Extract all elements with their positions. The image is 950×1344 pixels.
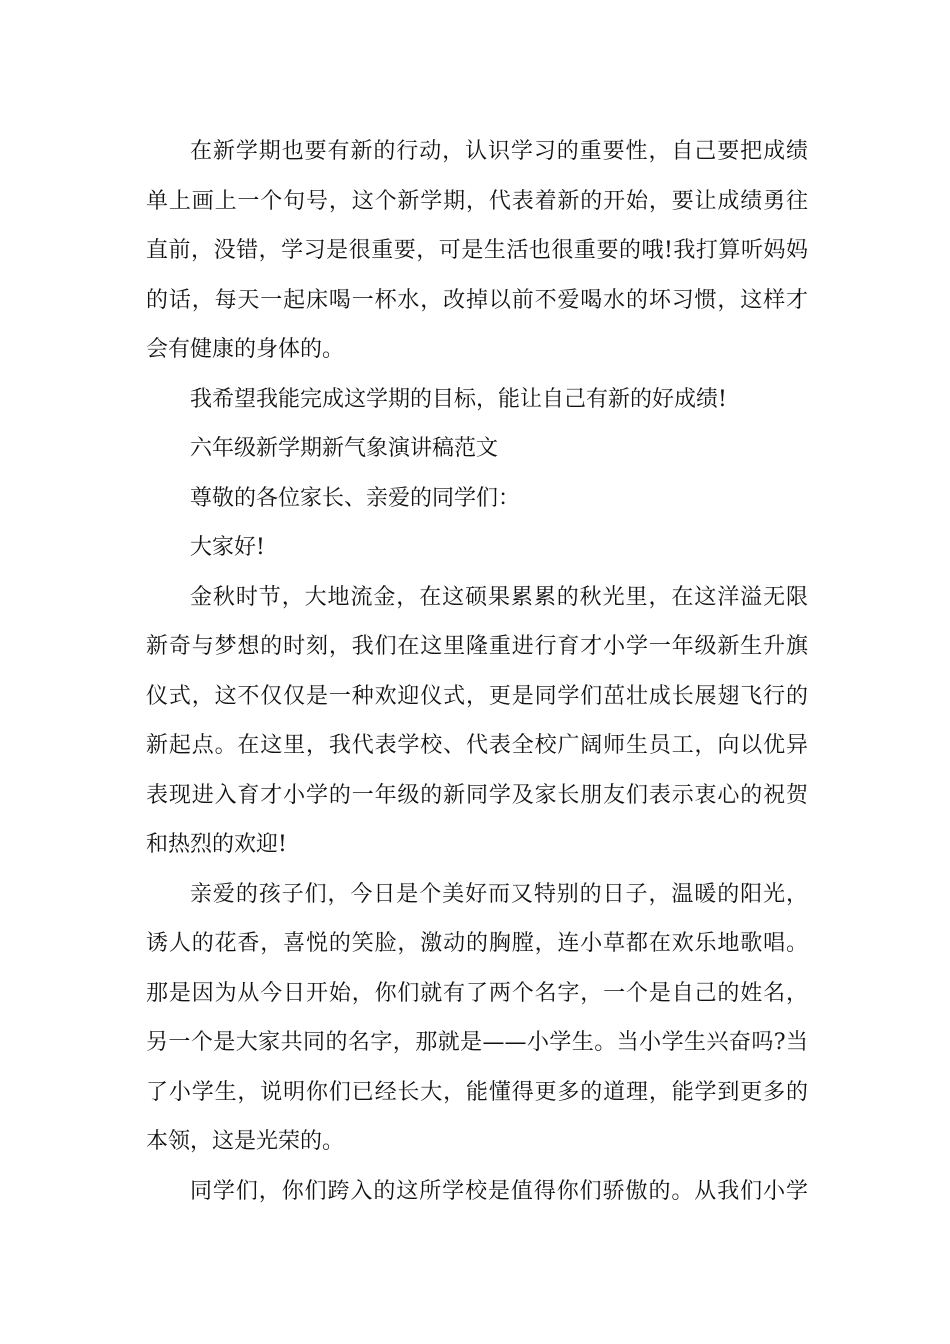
text-line: 另一个是大家共同的名字，那就是——小学生。当小学生兴奋吗?当: [146, 1030, 808, 1055]
text-line: 在新学期也要有新的行动，认识学习的重要性，自己要把成绩: [190, 139, 808, 164]
text-line: 了小学生，说明你们已经长大，能懂得更多的道理，能学到更多的: [146, 1079, 808, 1105]
paragraph: [146, 573, 808, 870]
paragraph: [146, 523, 808, 573]
paragraph: [146, 870, 808, 1167]
text-line: 单上画上一个句号，这个新学期，代表着新的开始，要让成绩勇往: [146, 188, 808, 214]
text-line: 本领，这是光荣的。: [146, 1129, 345, 1154]
text-line: 我希望我能完成这学期的目标，能让自己有新的好成绩!: [190, 386, 727, 412]
text-line: 诱人的花香，喜悦的笑脸，激动的胸膛，连小草都在欢乐地歌唱。: [146, 931, 808, 956]
text-line: 会有健康的身体的。: [146, 337, 345, 362]
paragraph: [146, 424, 808, 474]
text-line: 表现进入育才小学的一年级的新同学及家长朋友们表示衷心的祝贺: [146, 782, 808, 808]
paragraph: [146, 375, 808, 425]
text-line: 直前，没错，学习是很重要，可是生活也很重要的哦!我打算听妈妈: [146, 238, 808, 263]
text-line: 同学们，你们跨入的这所学校是值得你们骄傲的。从我们小学: [190, 1178, 808, 1204]
paragraph: [146, 127, 808, 375]
text-line: 新奇与梦想的时刻，我们在这里隆重进行育才小学一年级新生升旗: [146, 634, 808, 659]
paragraph: [146, 474, 808, 524]
text-line: 那是因为从今日开始，你们就有了两个名字，一个是自己的姓名，: [146, 980, 808, 1006]
text-line: 和热烈的欢迎!: [146, 832, 287, 857]
text-line: 的话，每天一起床喝一杯水，改掉以前不爱喝水的坏习惯，这样才: [146, 287, 808, 313]
paragraph: [146, 1167, 808, 1217]
text-line: 亲爱的孩子们，今日是个美好而又特别的日子，温暖的阳光，: [190, 881, 808, 907]
text-line: 新起点。在这里，我代表学校、代表全校广阔师生员工，向以优异: [146, 733, 808, 758]
text-line: 六年级新学期新气象演讲稿范文: [190, 436, 499, 461]
text-line: 尊敬的各位家长、亲爱的同学们：: [190, 485, 521, 511]
text-line: 金秋时节，大地流金，在这硕果累累的秋光里，在这洋溢无限: [190, 584, 808, 610]
text-line: 大家好!: [190, 535, 265, 560]
document-body: [146, 127, 808, 1216]
text-line: 仪式，这不仅仅是一种欢迎仪式，更是同学们茁壮成长展翅飞行的: [146, 683, 808, 709]
